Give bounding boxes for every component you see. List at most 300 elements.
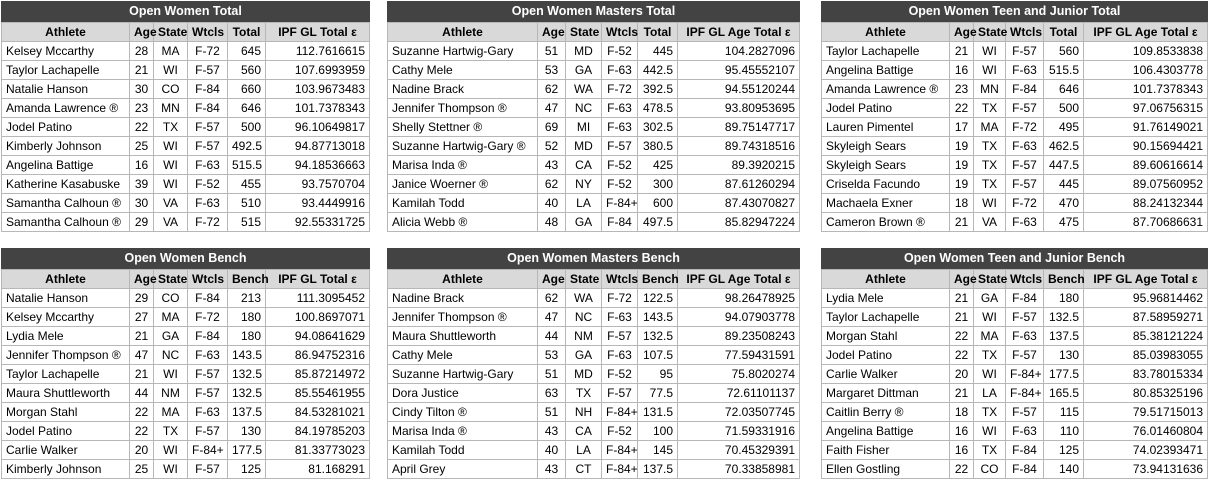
cell-age: 19 <box>950 156 974 175</box>
table-row <box>2 42 370 61</box>
column-header-age: Age <box>130 270 154 289</box>
column-header-lift: Total <box>1044 23 1084 42</box>
cell-weight-class: F-57 <box>188 137 228 156</box>
cell-age: 20 <box>950 365 974 384</box>
table-title: Open Women Masters Bench <box>387 248 800 269</box>
table-row <box>388 80 800 99</box>
cell-state: VA <box>154 213 188 232</box>
table-row <box>388 175 800 194</box>
header-row <box>388 23 800 42</box>
cell-age: 53 <box>538 61 566 80</box>
cell-score: 85.38121224 <box>1084 327 1208 346</box>
cell-age: 43 <box>538 422 566 441</box>
cell-score: 94.07903778 <box>678 308 800 327</box>
table-row <box>388 422 800 441</box>
cell-state: MI <box>566 118 602 137</box>
cell-lift: 115 <box>1044 403 1084 422</box>
cell-state: TX <box>974 99 1006 118</box>
cell-lift: 132.5 <box>228 384 266 403</box>
cell-lift: 131.5 <box>638 403 678 422</box>
cell-age: 22 <box>950 346 974 365</box>
cell-score: 89.75147717 <box>678 118 800 137</box>
cell-weight-class: F-84 <box>188 80 228 99</box>
cell-weight-class: F-57 <box>1006 156 1044 175</box>
table-row <box>822 80 1208 99</box>
cell-lift: 478.5 <box>638 99 678 118</box>
cell-state: WA <box>566 80 602 99</box>
table-row <box>388 42 800 61</box>
column-header-athlete: Athlete <box>388 23 538 42</box>
header-row <box>388 270 800 289</box>
cell-lift: 122.5 <box>638 289 678 308</box>
cell-lift: 600 <box>638 194 678 213</box>
cell-age: 43 <box>538 460 566 479</box>
cell-state: NH <box>566 403 602 422</box>
cell-score: 94.18536663 <box>266 156 370 175</box>
cell-age: 22 <box>950 327 974 346</box>
cell-weight-class: F-57 <box>1006 308 1044 327</box>
cell-score: 70.45329391 <box>678 441 800 460</box>
table-row <box>822 422 1208 441</box>
column-header-lift: Bench <box>638 270 678 289</box>
cell-score: 89.74318516 <box>678 137 800 156</box>
table-row <box>2 327 370 346</box>
table-row <box>822 118 1208 137</box>
cell-state: WI <box>154 175 188 194</box>
cell-weight-class: F-63 <box>188 194 228 213</box>
cell-score: 111.3095452 <box>266 289 370 308</box>
column-header-athlete: Athlete <box>822 23 950 42</box>
cell-age: 48 <box>538 213 566 232</box>
cell-state: TX <box>974 441 1006 460</box>
table-row <box>388 308 800 327</box>
cell-athlete: Faith Fisher <box>822 441 950 460</box>
table-title: Open Women Total <box>1 1 370 22</box>
table-row <box>2 365 370 384</box>
cell-lift: 392.5 <box>638 80 678 99</box>
cell-athlete: Nadine Brack <box>388 289 538 308</box>
cell-athlete: Samantha Calhoun ® <box>2 213 130 232</box>
ranking-table <box>1 1 370 232</box>
cell-state: NC <box>566 99 602 118</box>
column-header-age: Age <box>538 270 566 289</box>
cell-lift: 130 <box>228 422 266 441</box>
cell-state: WI <box>974 194 1006 213</box>
cell-lift: 500 <box>228 118 266 137</box>
cell-age: 21 <box>130 61 154 80</box>
table-row <box>822 213 1208 232</box>
cell-weight-class: F-57 <box>188 118 228 137</box>
cell-weight-class: F-72 <box>188 308 228 327</box>
cell-athlete: Carlie Walker <box>822 365 950 384</box>
cell-age: 16 <box>950 61 974 80</box>
table-row <box>388 118 800 137</box>
cell-athlete: Shelly Stettner ® <box>388 118 538 137</box>
cell-age: 25 <box>130 137 154 156</box>
table-row <box>822 61 1208 80</box>
table-row <box>822 194 1208 213</box>
cell-age: 40 <box>538 441 566 460</box>
cell-state: CA <box>566 422 602 441</box>
cell-state: VA <box>974 213 1006 232</box>
column-header-athlete: Athlete <box>2 23 130 42</box>
table-row <box>2 137 370 156</box>
cell-lift: 442.5 <box>638 61 678 80</box>
table-row <box>388 346 800 365</box>
cell-score: 84.53281021 <box>266 403 370 422</box>
cell-state: GA <box>974 289 1006 308</box>
cell-weight-class: F-84 <box>1006 80 1044 99</box>
cell-weight-class: F-57 <box>1006 175 1044 194</box>
cell-state: GA <box>566 61 602 80</box>
cell-age: 21 <box>950 384 974 403</box>
cell-athlete: Skyleigh Sears <box>822 156 950 175</box>
cell-age: 16 <box>950 422 974 441</box>
cell-athlete: Marisa Inda ® <box>388 156 538 175</box>
cell-athlete: Kamilah Todd <box>388 194 538 213</box>
cell-lift: 137.5 <box>228 403 266 422</box>
cell-age: 28 <box>130 42 154 61</box>
cell-state: CO <box>154 80 188 99</box>
cell-state: CA <box>566 156 602 175</box>
cell-state: CO <box>154 289 188 308</box>
cell-weight-class: F-63 <box>1006 137 1044 156</box>
cell-score: 106.4303778 <box>1084 61 1208 80</box>
column-header-weight-class: Wtcls <box>1006 23 1044 42</box>
cell-age: 16 <box>130 156 154 175</box>
table-row <box>388 99 800 118</box>
cell-lift: 445 <box>1044 175 1084 194</box>
cell-state: MA <box>974 118 1006 137</box>
cell-score: 87.70686631 <box>1084 213 1208 232</box>
cell-state: WA <box>566 289 602 308</box>
cell-age: 21 <box>130 365 154 384</box>
table-row <box>822 289 1208 308</box>
cell-lift: 515 <box>228 213 266 232</box>
cell-age: 23 <box>950 80 974 99</box>
cell-athlete: Angelina Battige <box>822 422 950 441</box>
column-header-score: IPF GL Age Total ε <box>678 270 800 289</box>
cell-weight-class: F-84 <box>1006 289 1044 308</box>
cell-age: 62 <box>538 175 566 194</box>
cell-lift: 497.5 <box>638 213 678 232</box>
cell-age: 27 <box>130 308 154 327</box>
cell-lift: 180 <box>228 327 266 346</box>
cell-state: LA <box>566 194 602 213</box>
table-row <box>2 441 370 460</box>
cell-lift: 132.5 <box>1044 308 1084 327</box>
table-row <box>388 194 800 213</box>
cell-lift: 646 <box>1044 80 1084 99</box>
cell-state: CT <box>566 460 602 479</box>
cell-athlete: Morgan Stahl <box>2 403 130 422</box>
table-title: Open Women Teen and Junior Bench <box>821 248 1208 269</box>
table-row <box>388 327 800 346</box>
cell-age: 19 <box>950 137 974 156</box>
cell-athlete: Maura Shuttleworth <box>388 327 538 346</box>
cell-weight-class: F-72 <box>602 80 638 99</box>
cell-weight-class: F-72 <box>602 289 638 308</box>
column-header-weight-class: Wtcls <box>188 270 228 289</box>
cell-athlete: Amanda Lawrence ® <box>2 99 130 118</box>
cell-age: 29 <box>130 213 154 232</box>
cell-score: 81.168291 <box>266 460 370 479</box>
cell-state: NY <box>566 175 602 194</box>
cell-athlete: Kelsey Mccarthy <box>2 42 130 61</box>
cell-score: 70.33858981 <box>678 460 800 479</box>
cell-lift: 140 <box>1044 460 1084 479</box>
cell-lift: 177.5 <box>228 441 266 460</box>
cell-weight-class: F-52 <box>602 365 638 384</box>
table-row <box>388 213 800 232</box>
cell-age: 47 <box>538 308 566 327</box>
column-header-weight-class: Wtcls <box>602 270 638 289</box>
cell-state: WI <box>154 156 188 175</box>
table-row <box>2 460 370 479</box>
cell-weight-class: F-84+ <box>602 194 638 213</box>
cell-weight-class: F-84+ <box>602 403 638 422</box>
table-row <box>2 156 370 175</box>
column-header-age: Age <box>950 270 974 289</box>
cell-lift: 510 <box>228 194 266 213</box>
cell-lift: 560 <box>228 61 266 80</box>
table-row <box>822 137 1208 156</box>
cell-athlete: Ellen Gostling <box>822 460 950 479</box>
cell-score: 76.01460804 <box>1084 422 1208 441</box>
cell-state: WI <box>974 42 1006 61</box>
cell-age: 40 <box>538 194 566 213</box>
column-header-weight-class: Wtcls <box>602 23 638 42</box>
cell-lift: 143.5 <box>228 346 266 365</box>
table-row <box>2 346 370 365</box>
cell-score: 73.94131636 <box>1084 460 1208 479</box>
table-row <box>388 460 800 479</box>
cell-score: 95.45552107 <box>678 61 800 80</box>
cell-state: WI <box>154 61 188 80</box>
cell-score: 95.96814462 <box>1084 289 1208 308</box>
cell-weight-class: F-84+ <box>1006 384 1044 403</box>
cell-weight-class: F-72 <box>1006 194 1044 213</box>
column-header-score: IPF GL Total ε <box>266 270 370 289</box>
cell-weight-class: F-84 <box>188 99 228 118</box>
cell-age: 21 <box>950 308 974 327</box>
cell-lift: 77.5 <box>638 384 678 403</box>
cell-lift: 132.5 <box>228 365 266 384</box>
table-row <box>388 403 800 422</box>
header-row <box>2 270 370 289</box>
column-header-state: State <box>566 23 602 42</box>
cell-lift: 645 <box>228 42 266 61</box>
ranking-table <box>1 248 370 479</box>
cell-lift: 462.5 <box>1044 137 1084 156</box>
cell-age: 19 <box>950 175 974 194</box>
column-header-weight-class: Wtcls <box>1006 270 1044 289</box>
cell-state: WI <box>974 422 1006 441</box>
cell-weight-class: F-72 <box>188 42 228 61</box>
cell-score: 89.07560952 <box>1084 175 1208 194</box>
cell-lift: 132.5 <box>638 327 678 346</box>
cell-lift: 492.5 <box>228 137 266 156</box>
cell-state: TX <box>566 384 602 403</box>
cell-athlete: Jennifer Thompson ® <box>388 308 538 327</box>
cell-weight-class: F-63 <box>188 156 228 175</box>
table-row <box>388 137 800 156</box>
cell-age: 53 <box>538 346 566 365</box>
cell-score: 80.85325196 <box>1084 384 1208 403</box>
cell-score: 91.76149021 <box>1084 118 1208 137</box>
cell-score: 89.23508243 <box>678 327 800 346</box>
cell-age: 20 <box>130 441 154 460</box>
table-row <box>2 213 370 232</box>
cell-score: 96.10649817 <box>266 118 370 137</box>
cell-athlete: Natalie Hanson <box>2 289 130 308</box>
cell-athlete: Amanda Lawrence ® <box>822 80 950 99</box>
cell-score: 83.78015334 <box>1084 365 1208 384</box>
cell-state: NM <box>154 384 188 403</box>
cell-lift: 455 <box>228 175 266 194</box>
cell-age: 21 <box>950 289 974 308</box>
cell-lift: 110 <box>1044 422 1084 441</box>
cell-athlete: Natalie Hanson <box>2 80 130 99</box>
cell-weight-class: F-63 <box>602 61 638 80</box>
cell-score: 104.2827096 <box>678 42 800 61</box>
cell-athlete: Jodel Patino <box>822 346 950 365</box>
cell-lift: 445 <box>638 42 678 61</box>
cell-score: 75.8020274 <box>678 365 800 384</box>
column-header-state: State <box>154 270 188 289</box>
cell-age: 17 <box>950 118 974 137</box>
cell-athlete: Cathy Mele <box>388 61 538 80</box>
cell-lift: 560 <box>1044 42 1084 61</box>
cell-athlete: Jennifer Thompson ® <box>2 346 130 365</box>
table-row <box>822 99 1208 118</box>
cell-athlete: Taylor Lachapelle <box>822 308 950 327</box>
cell-age: 62 <box>538 80 566 99</box>
cell-weight-class: F-52 <box>602 422 638 441</box>
ranking-table <box>821 248 1208 479</box>
cell-athlete: Jodel Patino <box>822 99 950 118</box>
cell-athlete: Dora Justice <box>388 384 538 403</box>
cell-state: TX <box>974 137 1006 156</box>
ranking-table <box>821 1 1208 232</box>
cell-state: MA <box>154 308 188 327</box>
column-header-score: IPF GL Age Total ε <box>1084 270 1208 289</box>
cell-state: NC <box>154 346 188 365</box>
column-header-state: State <box>566 270 602 289</box>
cell-score: 101.7378343 <box>1084 80 1208 99</box>
table-row <box>2 118 370 137</box>
cell-weight-class: F-84+ <box>188 441 228 460</box>
table-row <box>388 441 800 460</box>
cell-athlete: Jodel Patino <box>2 118 130 137</box>
cell-weight-class: F-63 <box>1006 422 1044 441</box>
cell-lift: 447.5 <box>1044 156 1084 175</box>
cell-athlete: Machaela Exner <box>822 194 950 213</box>
cell-weight-class: F-84 <box>188 327 228 346</box>
cell-lift: 500 <box>1044 99 1084 118</box>
table-row <box>822 175 1208 194</box>
cell-state: TX <box>154 118 188 137</box>
table-row <box>2 194 370 213</box>
cell-athlete: Suzanne Hartwig-Gary <box>388 42 538 61</box>
cell-lift: 95 <box>638 365 678 384</box>
table-row <box>822 384 1208 403</box>
table-row <box>2 403 370 422</box>
cell-age: 47 <box>538 99 566 118</box>
cell-score: 79.51715013 <box>1084 403 1208 422</box>
table-title: Open Women Bench <box>1 248 370 269</box>
table-row <box>2 384 370 403</box>
cell-age: 25 <box>130 460 154 479</box>
cell-age: 21 <box>950 42 974 61</box>
cell-lift: 515.5 <box>228 156 266 175</box>
cell-weight-class: F-84 <box>602 213 638 232</box>
cell-score: 112.7616615 <box>266 42 370 61</box>
cell-score: 93.7570704 <box>266 175 370 194</box>
cell-score: 101.7378343 <box>266 99 370 118</box>
cell-athlete: Nadine Brack <box>388 80 538 99</box>
cell-age: 44 <box>130 384 154 403</box>
cell-weight-class: F-52 <box>188 175 228 194</box>
cell-lift: 107.5 <box>638 346 678 365</box>
cell-state: NM <box>566 327 602 346</box>
cell-state: MA <box>154 42 188 61</box>
cell-lift: 470 <box>1044 194 1084 213</box>
cell-age: 52 <box>538 137 566 156</box>
cell-athlete: Samantha Calhoun ® <box>2 194 130 213</box>
column-header-athlete: Athlete <box>822 270 950 289</box>
cell-age: 22 <box>130 403 154 422</box>
cell-score: 90.15694421 <box>1084 137 1208 156</box>
column-header-lift: Bench <box>228 270 266 289</box>
cell-age: 39 <box>130 175 154 194</box>
cell-lift: 180 <box>1044 289 1084 308</box>
cell-state: LA <box>566 441 602 460</box>
cell-score: 103.9673483 <box>266 80 370 99</box>
cell-athlete: Lydia Mele <box>822 289 950 308</box>
cell-score: 107.6993959 <box>266 61 370 80</box>
cell-weight-class: F-63 <box>602 118 638 137</box>
cell-score: 89.60616614 <box>1084 156 1208 175</box>
cell-weight-class: F-63 <box>188 403 228 422</box>
table-row <box>2 308 370 327</box>
cell-age: 43 <box>538 156 566 175</box>
cell-score: 84.19785203 <box>266 422 370 441</box>
cell-athlete: Cathy Mele <box>388 346 538 365</box>
column-header-score: IPF GL Total ε <box>266 23 370 42</box>
cell-lift: 300 <box>638 175 678 194</box>
cell-athlete: Kimberly Johnson <box>2 137 130 156</box>
cell-state: VA <box>154 194 188 213</box>
cell-athlete: Kimberly Johnson <box>2 460 130 479</box>
cell-weight-class: F-63 <box>1006 61 1044 80</box>
cell-athlete: Taylor Lachapelle <box>2 365 130 384</box>
cell-athlete: Taylor Lachapelle <box>822 42 950 61</box>
cell-score: 94.55120244 <box>678 80 800 99</box>
cell-athlete: Janice Woerner ® <box>388 175 538 194</box>
cell-score: 88.24132344 <box>1084 194 1208 213</box>
cell-age: 47 <box>130 346 154 365</box>
cell-age: 30 <box>130 80 154 99</box>
table-row <box>822 441 1208 460</box>
cell-lift: 145 <box>638 441 678 460</box>
table-row <box>822 308 1208 327</box>
cell-score: 87.43070827 <box>678 194 800 213</box>
column-header-score: IPF GL Age Total ε <box>678 23 800 42</box>
cell-weight-class: F-57 <box>188 460 228 479</box>
cell-athlete: Kelsey Mccarthy <box>2 308 130 327</box>
cell-state: TX <box>974 346 1006 365</box>
